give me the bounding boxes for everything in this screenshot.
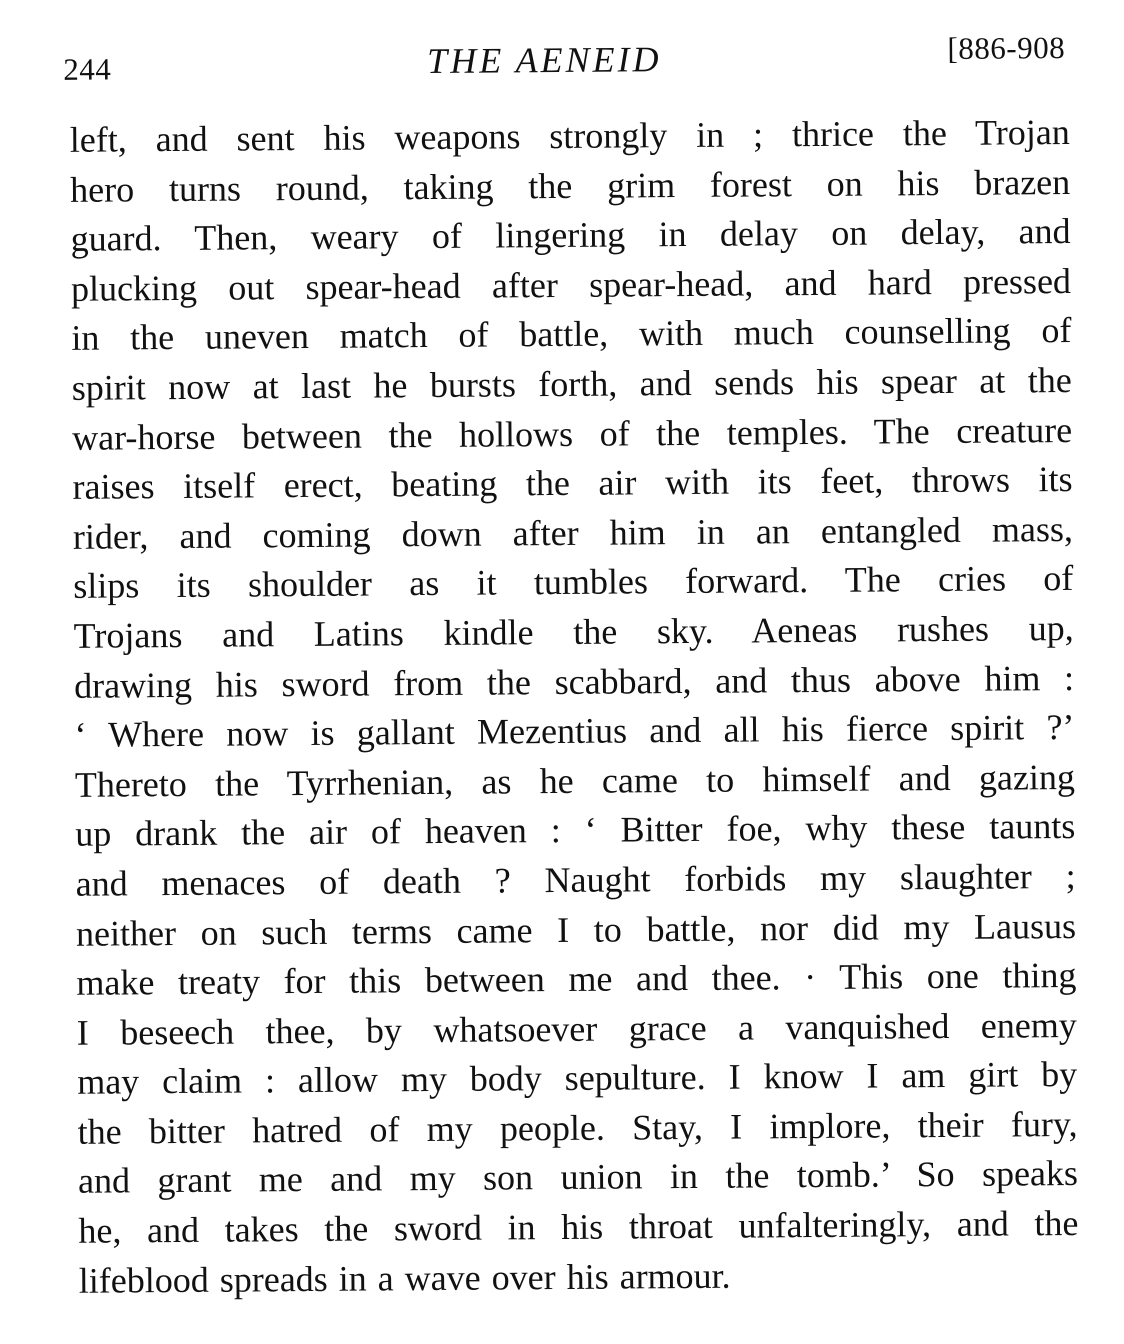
text-line: raises itself erect, beating the air with its feet, throws its [72,459,1073,507]
text-line: up drank the air of heaven : ‘ Bitter foe, why these taunts [75,806,1076,855]
book-title: THE AENEID [427,39,662,82]
text-line: slips its shoulder as it tumbles forward. The cries of [73,558,1074,607]
text-line: plucking out spear-head after spear-head, and hard pressed [70,260,1072,309]
text-line: Trojans and Latins kindle the sky. Aeneas rushes up, [73,607,1074,656]
text-line: left, and sent his weapons strongly in ; thrice the Trojan [69,111,1070,160]
text-line: drawing his sword from the scabbard, and thus above him : [73,657,1075,706]
body-text [70,108,1079,1306]
text-line: may claim : allow my body sepulture. I know I am girt by [77,1054,1078,1103]
text-line: and menaces of death ? Naught forbids my slaughter ; [75,855,1076,904]
text-line: war-horse between the hollows of the temples. The creature [72,409,1073,458]
text-line: I beseech thee, by whatsoever grace a vanquished enemy [76,1004,1077,1053]
text-line: lifeblood spreads in a wave over his armour. [78,1255,731,1301]
text-line: hero turns round, taking the grim forest on his brazen [70,161,1071,210]
text-line: in the uneven match of battle, with much counselling of [71,310,1072,359]
text-line: neither on such terms came I to battle, nor did my Lausus [75,905,1077,954]
text-line: rider, and coming down after him in an entangled mass, [72,508,1074,557]
running-head [63,24,1073,92]
line-range: [886-908 [947,30,1066,66]
text-line: guard. Then, weary of lingering in delay on delay, and [70,211,1071,260]
page-number: 244 [63,51,112,87]
text-line: he, and takes the sword in his throat unfalteringly, and the [78,1203,1079,1251]
text-line: ‘ Where now is gallant Mezentius and all his fierce spirit ?’ [74,707,1075,755]
text-line: and grant me and my son union in the tomb.’ So speaks [77,1153,1079,1202]
text-line: the bitter hatred of my people. Stay, I implore, their fury, [77,1103,1078,1152]
text-line: make treaty for this between me and thee. · This one thing [76,955,1077,1003]
text-line: Thereto the Tyrrhenian, as he came to himself and gazing [74,756,1076,805]
text-line: spirit now at last he bursts forth, and sends his spear at the [71,359,1072,408]
